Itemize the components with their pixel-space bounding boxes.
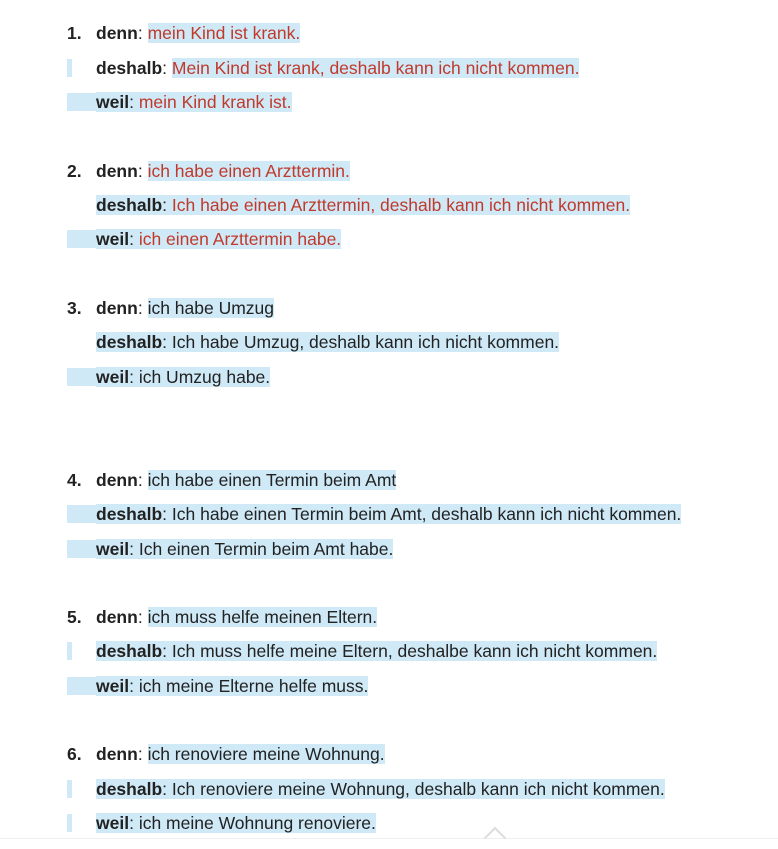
highlight-lead xyxy=(67,368,96,386)
keyword-denn: denn xyxy=(96,744,138,764)
highlight-lead xyxy=(67,540,96,558)
keyword-deshalb: deshalb xyxy=(96,641,163,661)
separator: : xyxy=(162,779,168,799)
separator: : xyxy=(129,367,134,387)
separator: : xyxy=(129,229,134,249)
sentence-text: ich habe einen Termin beim Amt xyxy=(147,470,397,490)
keyword-weil: weil xyxy=(96,92,130,112)
item-5-weil-content xyxy=(96,674,368,698)
sentence-text: ich habe Umzug xyxy=(147,298,275,318)
highlight-lead xyxy=(67,677,96,695)
separator: : xyxy=(137,161,143,181)
sentence-text: Ich renoviere meine Wohnung, deshalb kann ich nicht kommen. xyxy=(171,779,665,799)
highlight-marker xyxy=(67,642,72,660)
item-4-denn-content xyxy=(96,468,396,492)
item-3-weil-content xyxy=(96,365,270,389)
sentence-text: Ich habe einen Termin beim Amt, deshalb kann ich nicht kommen. xyxy=(171,504,682,524)
keyword-deshalb: deshalb xyxy=(96,504,163,524)
separator: : xyxy=(137,607,143,627)
sentence-text: Ich habe Umzug, deshalb kann ich nicht kommen. xyxy=(171,332,560,352)
keyword-deshalb: deshalb xyxy=(96,195,163,215)
item-5-denn-content xyxy=(96,605,377,629)
keyword-deshalb: deshalb xyxy=(96,332,163,352)
item-2-denn-content xyxy=(96,159,350,183)
item-5-deshalb-content xyxy=(96,639,657,663)
item-1-deshalb-content xyxy=(96,56,579,80)
page-divider xyxy=(0,838,778,839)
item-number: 2. xyxy=(67,161,82,181)
sentence-text: mein Kind krank ist. xyxy=(138,92,292,112)
keyword-weil: weil xyxy=(96,813,130,833)
item-3-deshalb-content xyxy=(96,330,559,354)
sentence-text: ich meine Elterne helfe muss. xyxy=(138,676,369,696)
sentence-text: ich meine Wohnung renoviere. xyxy=(138,813,376,833)
keyword-weil: weil xyxy=(96,367,130,387)
keyword-weil: weil xyxy=(96,676,130,696)
highlight-lead xyxy=(67,93,96,111)
separator: : xyxy=(137,470,143,490)
separator: : xyxy=(137,298,143,318)
keyword-denn: denn xyxy=(96,470,138,490)
item-2-weil-content xyxy=(96,227,341,251)
item-4-weil-content xyxy=(96,537,393,561)
chevron-up-icon[interactable] xyxy=(484,827,507,849)
item-4-deshalb-content xyxy=(96,502,681,526)
keyword-denn: denn xyxy=(96,23,138,43)
separator: : xyxy=(162,332,168,352)
item-number: 4. xyxy=(67,470,82,490)
sentence-text: Ich einen Termin beim Amt habe. xyxy=(138,539,394,559)
separator: : xyxy=(162,58,168,78)
sentence-text: Mein Kind ist krank, deshalb kann ich nicht kommen. xyxy=(171,58,580,78)
item-number: 5. xyxy=(67,607,82,627)
sentence-text: Ich muss helfe meine Eltern, deshalbe kann ich nicht kommen. xyxy=(171,641,658,661)
sentence-text: ich muss helfe meinen Eltern. xyxy=(147,607,378,627)
separator: : xyxy=(129,813,134,833)
item-6-deshalb-content xyxy=(96,777,665,801)
keyword-denn: denn xyxy=(96,607,138,627)
sentence-text: ich Umzug habe. xyxy=(138,367,271,387)
separator: : xyxy=(162,195,168,215)
item-number: 1. xyxy=(67,23,82,43)
item-number: 3. xyxy=(67,298,82,318)
separator: : xyxy=(162,504,168,524)
item-1-weil-content xyxy=(96,90,292,114)
keyword-denn: denn xyxy=(96,298,138,318)
item-number: 6. xyxy=(67,744,82,764)
keyword-deshalb: deshalb xyxy=(96,779,163,799)
separator: : xyxy=(129,539,134,559)
item-3-denn-content xyxy=(96,296,274,320)
highlight-marker xyxy=(67,59,72,77)
item-6-weil-content xyxy=(96,811,376,835)
separator: : xyxy=(137,744,143,764)
separator: : xyxy=(162,641,168,661)
highlight-lead xyxy=(67,505,96,523)
separator: : xyxy=(129,676,134,696)
item-2-deshalb-content xyxy=(96,193,630,217)
highlight-lead xyxy=(67,230,96,248)
sentence-text: ich habe einen Arzttermin. xyxy=(147,161,350,181)
sentence-text: mein Kind ist krank. xyxy=(147,23,301,43)
sentence-text: ich einen Arzttermin habe. xyxy=(138,229,342,249)
keyword-deshalb: deshalb xyxy=(96,58,163,78)
keyword-denn: denn xyxy=(96,161,138,181)
item-6-denn-content xyxy=(96,742,385,766)
highlight-marker xyxy=(67,814,72,832)
sentence-text: ich renoviere meine Wohnung. xyxy=(147,744,385,764)
separator: : xyxy=(129,92,134,112)
item-1-denn-content xyxy=(96,21,300,45)
separator: : xyxy=(137,23,143,43)
highlight-marker xyxy=(67,780,72,798)
keyword-weil: weil xyxy=(96,229,130,249)
keyword-weil: weil xyxy=(96,539,130,559)
sentence-text: Ich habe einen Arzttermin, deshalb kann ich nicht kommen. xyxy=(171,195,631,215)
